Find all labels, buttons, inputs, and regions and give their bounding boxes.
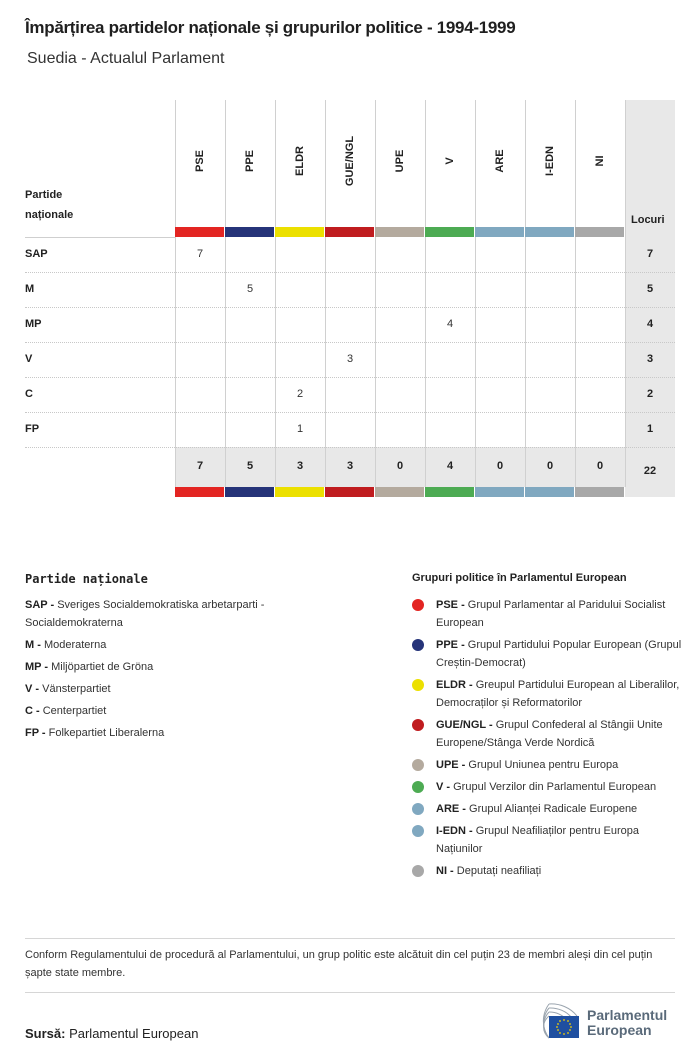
party-name: Vänsterpartiet xyxy=(39,683,111,695)
group-color-bar xyxy=(175,227,224,237)
party-name: Centerpartiet xyxy=(39,705,107,717)
row-party-sap: SAP xyxy=(25,248,48,260)
political-group-item xyxy=(412,716,682,752)
footnote: Conform Regulamentului de procedură al Parlamentului, un grup politic este alcătuit din cel puțin 23 de membri aleși din cel puțin șapte state membre. xyxy=(25,949,653,979)
national-party-item xyxy=(25,596,355,632)
row-total: 5 xyxy=(646,283,654,295)
column-total: 4 xyxy=(446,460,454,472)
group-color-bar-bottom xyxy=(325,487,374,497)
group-code: GUE/NGL - xyxy=(436,719,493,731)
group-color-bar xyxy=(425,227,474,237)
political-group-item xyxy=(412,676,682,712)
party-name: Folkepartiet Liberalerna xyxy=(45,727,165,739)
political-groups-list xyxy=(412,596,682,884)
party-code: V - xyxy=(25,683,40,695)
column-header-are: ARE xyxy=(494,149,506,173)
group-color-bar-bottom xyxy=(525,487,574,497)
party-code: FP - xyxy=(25,727,46,739)
european-parliament-logo xyxy=(515,1002,680,1042)
total-column-header: Locuri xyxy=(631,214,665,226)
row-party-c: C xyxy=(25,388,33,400)
group-color-dot-icon xyxy=(412,679,424,691)
group-name: Grupul Uniunea pentru Europa xyxy=(465,759,619,771)
table-cell: 5 xyxy=(246,283,254,295)
group-color-dot-icon xyxy=(412,825,424,837)
group-name: Greupul Partidului European al Liberalilor, Democraților și Reformatorilor xyxy=(436,679,680,709)
group-name: Grupul Parlamentar al Paridului Socialist European xyxy=(436,599,666,629)
group-name: Grupul Verzilor din Parlamentul European xyxy=(450,781,657,793)
row-divider xyxy=(25,272,675,273)
political-group-item xyxy=(412,862,682,880)
page-title: Împărțirea partidelor naționale și grupurilor politice - 1994-1999 xyxy=(25,18,516,37)
row-total: 1 xyxy=(646,423,654,435)
table-cell: 4 xyxy=(446,318,454,330)
national-party-item xyxy=(25,724,355,742)
logo-text xyxy=(587,1008,667,1038)
column-total: 3 xyxy=(296,460,304,472)
national-parties-list xyxy=(25,596,355,746)
group-color-bar-bottom xyxy=(575,487,624,497)
group-name: Grupul Alianței Radicale Europene xyxy=(465,803,638,815)
party-code: SAP - xyxy=(25,599,55,611)
group-color-dot-icon xyxy=(412,781,424,793)
row-header-line2: naționale xyxy=(25,209,74,221)
group-color-bar-bottom xyxy=(175,487,224,497)
group-name: Deputați neafiliați xyxy=(453,865,542,877)
grand-total: 22 xyxy=(643,465,657,477)
column-divider xyxy=(425,100,426,487)
national-party-item xyxy=(25,680,355,698)
group-color-bar-bottom xyxy=(475,487,524,497)
group-code: PSE - xyxy=(436,599,465,611)
group-name: Grupul Partidului Popular European (Grupul Creștin-Democrat) xyxy=(436,639,682,669)
group-color-bar-bottom xyxy=(425,487,474,497)
row-total: 3 xyxy=(646,353,654,365)
group-code: I-EDN - xyxy=(436,825,473,837)
group-color-bar-bottom xyxy=(225,487,274,497)
group-color-bar-bottom xyxy=(375,487,424,497)
group-color-dot-icon xyxy=(412,803,424,815)
group-color-dot-icon xyxy=(412,865,424,877)
column-divider xyxy=(575,100,576,487)
row-party-m: M xyxy=(25,283,35,295)
political-group-item xyxy=(412,800,682,818)
row-party-mp: MP xyxy=(25,318,42,330)
political-group-item xyxy=(412,778,682,796)
row-header-label xyxy=(25,185,73,225)
divider-bottom xyxy=(25,992,675,993)
column-header-ppe: PPE xyxy=(244,150,256,173)
table-cell: 1 xyxy=(296,423,304,435)
group-code: PPE - xyxy=(436,639,465,651)
row-total: 7 xyxy=(646,248,654,260)
hemicycle-icon xyxy=(515,1002,585,1042)
column-divider xyxy=(475,100,476,487)
row-total: 2 xyxy=(646,388,654,400)
row-party-fp: FP xyxy=(25,423,40,435)
row-divider xyxy=(25,377,675,378)
row-divider xyxy=(25,412,675,413)
national-parties-title: Partide naționale xyxy=(25,572,148,586)
political-groups-title: Grupuri politice în Parlamentul European xyxy=(412,572,627,584)
column-header-gue-ngl: GUE/NGL xyxy=(344,135,356,187)
row-divider xyxy=(25,447,675,448)
party-name: Sveriges Socialdemokratiska arbetarparti - Socialdemokraterna xyxy=(25,599,265,629)
row-total: 4 xyxy=(646,318,654,330)
national-party-item xyxy=(25,702,355,720)
column-header-v: V xyxy=(444,157,456,165)
column-divider xyxy=(175,100,176,487)
group-code: NI - xyxy=(436,865,454,877)
column-header-eldr: ELDR xyxy=(294,146,306,176)
column-total: 0 xyxy=(596,460,604,472)
column-divider xyxy=(375,100,376,487)
column-header-ni: NI xyxy=(594,155,606,167)
party-name: Miljöpartiet de Gröna xyxy=(48,661,154,673)
table-cell: 3 xyxy=(346,353,354,365)
seat-distribution-table xyxy=(25,100,675,500)
group-name: Grupul Confederal al Stângii Unite Europene/Stânga Verde Nordică xyxy=(436,719,663,749)
national-party-item xyxy=(25,636,355,654)
party-code: MP - xyxy=(25,661,49,673)
table-cell: 7 xyxy=(196,248,204,260)
row-party-v: V xyxy=(25,353,33,365)
column-header-i-edn: I-EDN xyxy=(544,146,556,176)
group-code: UPE - xyxy=(436,759,466,771)
party-code: C - xyxy=(25,705,40,717)
national-party-item xyxy=(25,658,355,676)
column-total: 5 xyxy=(246,460,254,472)
column-total: 0 xyxy=(546,460,554,472)
column-total: 3 xyxy=(346,460,354,472)
group-color-bar xyxy=(525,227,574,237)
row-divider xyxy=(25,307,675,308)
source-label: Sursă: xyxy=(25,1026,66,1041)
group-color-bar xyxy=(325,227,374,237)
column-header-upe: UPE xyxy=(394,149,406,173)
column-header-pse: PSE xyxy=(194,150,206,173)
group-color-bar xyxy=(375,227,424,237)
column-total: 7 xyxy=(196,460,204,472)
table-cell: 2 xyxy=(296,388,304,400)
source-line xyxy=(25,1026,198,1041)
column-total: 0 xyxy=(396,460,404,472)
group-color-dot-icon xyxy=(412,719,424,731)
group-code: ARE - xyxy=(436,803,466,815)
group-code: ELDR - xyxy=(436,679,473,691)
divider-top xyxy=(25,938,675,939)
group-color-bar xyxy=(475,227,524,237)
column-divider xyxy=(525,100,526,487)
group-color-bar-bottom xyxy=(275,487,324,497)
group-color-bar xyxy=(275,227,324,237)
group-color-bar xyxy=(575,227,624,237)
total-column-bg xyxy=(625,100,675,497)
group-color-bar xyxy=(225,227,274,237)
political-group-item xyxy=(412,636,682,672)
column-divider xyxy=(325,100,326,487)
group-code: V - xyxy=(436,781,451,793)
group-color-dot-icon xyxy=(412,759,424,771)
header-divider xyxy=(25,237,175,238)
column-total: 0 xyxy=(496,460,504,472)
group-color-dot-icon xyxy=(412,599,424,611)
source-value: Parlamentul European xyxy=(65,1026,199,1041)
logo-line2: European xyxy=(587,1022,652,1038)
row-header-line1: Partide xyxy=(25,189,63,201)
political-group-item xyxy=(412,822,682,858)
party-name: Moderaterna xyxy=(40,639,107,651)
page-subtitle: Suedia - Actualul Parlament xyxy=(27,50,225,67)
party-code: M - xyxy=(25,639,41,651)
logo-line1: Parlamentul xyxy=(587,1007,668,1023)
group-name: Grupul Neafiliaților pentru Europa Națiunilor xyxy=(436,825,639,855)
political-group-item xyxy=(412,596,682,632)
group-color-dot-icon xyxy=(412,639,424,651)
political-group-item xyxy=(412,756,682,774)
row-divider xyxy=(25,342,675,343)
